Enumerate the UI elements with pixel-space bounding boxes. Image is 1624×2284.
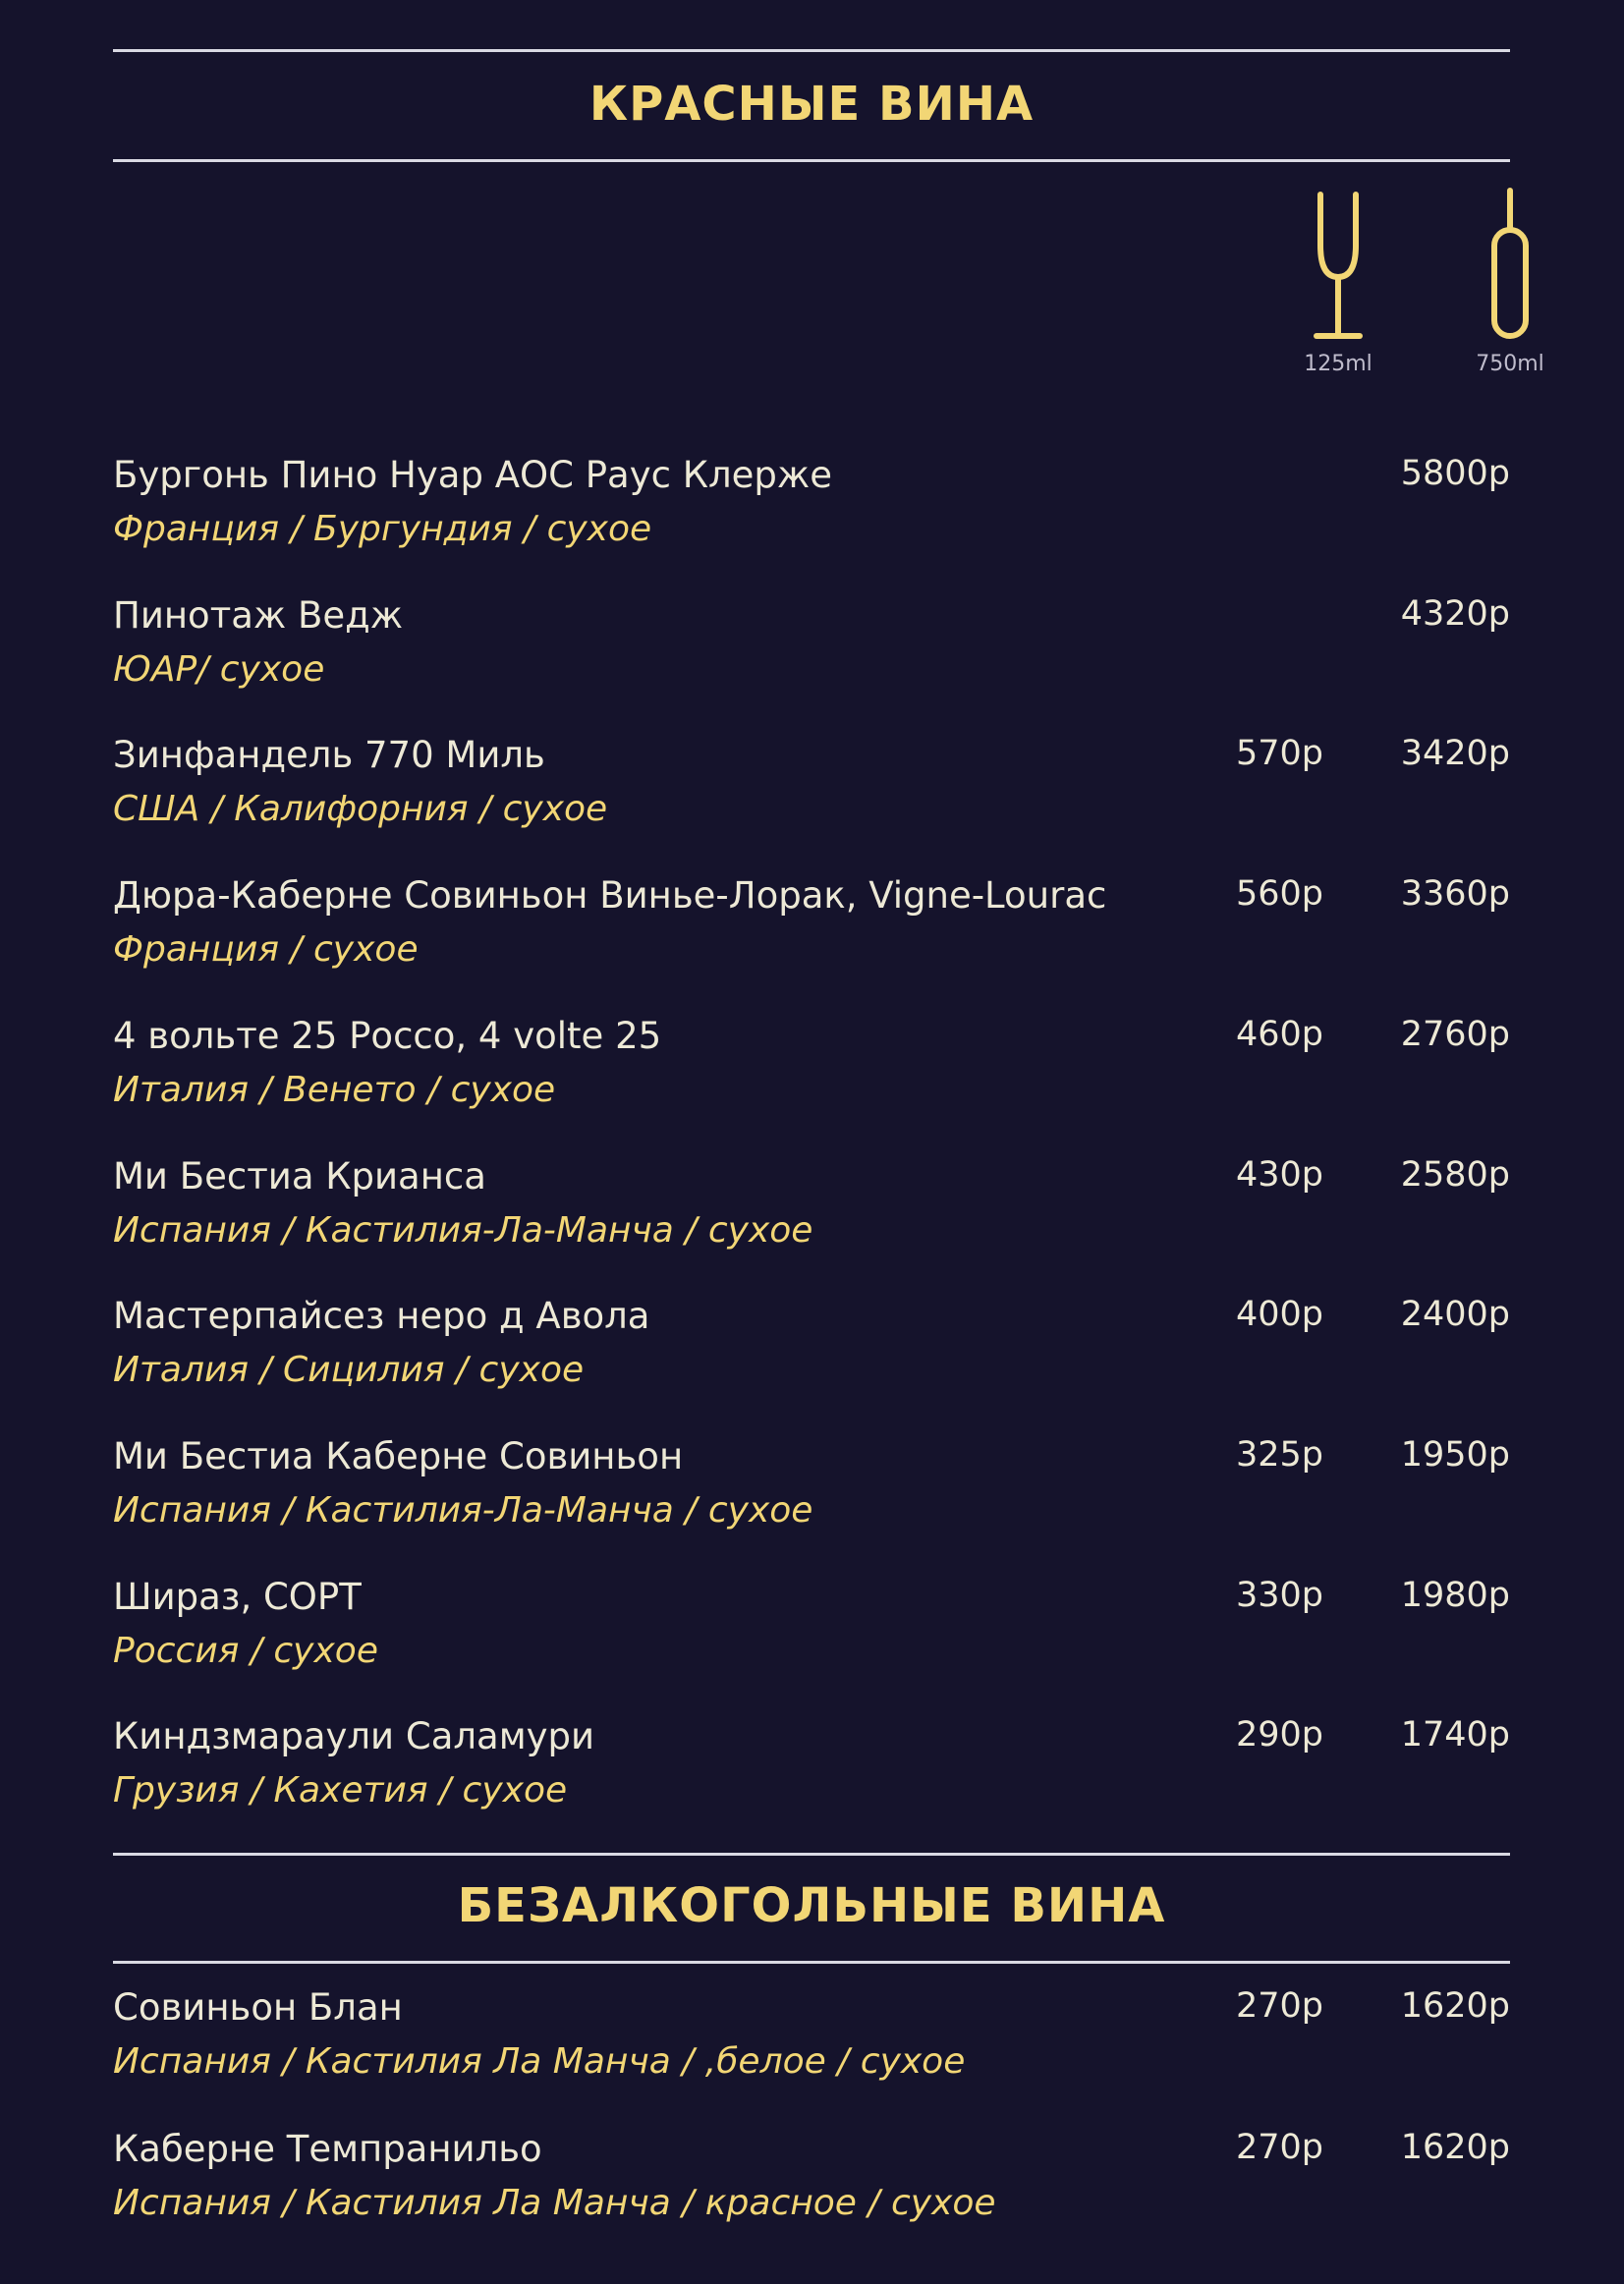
non-alcoholic-wines-title: БЕЗАЛКОГОЛЬНЫЕ ВИНА bbox=[457, 1878, 1166, 1933]
wine-origin: Италия / Венето / сухое bbox=[113, 1069, 556, 1110]
price-glass: 270р bbox=[1235, 1986, 1323, 2026]
wine-name: Киндзмараули Саламури bbox=[113, 1715, 595, 1758]
wine-origin: ЮАР/ сухое bbox=[113, 648, 325, 690]
wine-name: Совиньон Блан bbox=[113, 1986, 403, 2029]
wine-origin: Испания / Кастилия-Ла-Манча / сухое bbox=[113, 1489, 813, 1531]
price-glass: 270р bbox=[1235, 2128, 1323, 2167]
list-item bbox=[113, 1295, 1510, 1413]
wine-name: Ми Бестиа Каберне Совиньон bbox=[113, 1434, 684, 1477]
price-bottle: 2400р bbox=[1400, 1295, 1510, 1335]
price-bottle: 2760р bbox=[1400, 1014, 1510, 1054]
wine-origin: Испания / Кастилия Ла Манча / ,белое / сухое bbox=[113, 2041, 966, 2082]
list-item bbox=[113, 594, 1510, 712]
price-glass: 560р bbox=[1235, 874, 1323, 915]
price-glass: 460р bbox=[1235, 1014, 1323, 1054]
wine-origin: Франция / Бургундия / сухое bbox=[113, 509, 652, 549]
wine-name: Шираз, СОРТ bbox=[113, 1575, 362, 1618]
wine-origin: Италия / Сицилия / сухое bbox=[113, 1350, 585, 1391]
list-item bbox=[113, 2128, 1510, 2246]
price-bottle: 1620р bbox=[1400, 1986, 1510, 2026]
wine-name: Дюра-Каберне Совиньон Винье-Лорак, Vigne-Lourac bbox=[113, 874, 1107, 918]
wine-name: Ми Бестиа Крианса bbox=[113, 1154, 486, 1198]
red-wines-title: КРАСНЫЕ ВИНА bbox=[588, 77, 1035, 132]
price-glass: 290р bbox=[1235, 1715, 1323, 1755]
price-bottle: 1980р bbox=[1400, 1575, 1510, 1615]
price-bottle: 4320р bbox=[1400, 593, 1510, 634]
price-glass: 430р bbox=[1235, 1154, 1323, 1195]
list-item bbox=[113, 734, 1510, 852]
list-item bbox=[113, 1986, 1510, 2104]
bottle-size-label: 750ml bbox=[1476, 352, 1544, 376]
section-top-rule-2 bbox=[113, 1853, 1510, 1856]
section-title-rule-2 bbox=[113, 1961, 1510, 1964]
price-bottle: 3420р bbox=[1400, 734, 1510, 774]
price-bottle: 1950р bbox=[1400, 1434, 1510, 1475]
price-glass: 570р bbox=[1235, 734, 1323, 774]
wine-menu-page bbox=[113, 0, 1544, 2284]
glass-size-header bbox=[1279, 187, 1397, 376]
list-item bbox=[113, 874, 1510, 992]
bottle-size-header bbox=[1451, 187, 1569, 376]
price-glass: 330р bbox=[1235, 1575, 1323, 1615]
glass-size-label: 125ml bbox=[1304, 352, 1372, 376]
wine-origin: Россия / сухое bbox=[113, 1630, 378, 1671]
list-item bbox=[113, 1715, 1510, 1833]
price-glass: 325р bbox=[1235, 1434, 1323, 1475]
wine-name: Пинотаж Ведж bbox=[113, 593, 404, 637]
wine-bottle-icon bbox=[1481, 187, 1540, 344]
price-bottle: 2580р bbox=[1400, 1154, 1510, 1195]
wine-origin: Грузия / Кахетия / сухое bbox=[113, 1770, 568, 1811]
wine-name: Каберне Темпранильо bbox=[113, 2128, 542, 2170]
list-item bbox=[113, 1015, 1510, 1133]
wine-name: Зинфандель 770 Миль bbox=[113, 734, 545, 777]
wine-name: Бургонь Пино Нуар АОС Раус Клерже bbox=[113, 454, 832, 496]
list-item bbox=[113, 1435, 1510, 1553]
list-item bbox=[113, 1576, 1510, 1694]
price-bottle: 1740р bbox=[1400, 1715, 1510, 1755]
wine-origin: Франция / сухое bbox=[113, 929, 419, 971]
list-item bbox=[113, 1155, 1510, 1273]
section-top-rule bbox=[113, 49, 1510, 52]
price-bottle: 1620р bbox=[1400, 2128, 1510, 2167]
wine-name: 4 вольте 25 Россо, 4 volte 25 bbox=[113, 1014, 662, 1057]
wine-origin: Испания / Кастилия-Ла-Манча / сухое bbox=[113, 1209, 813, 1251]
wine-origin: Испания / Кастилия Ла Манча / красное / сухое bbox=[113, 2183, 996, 2223]
price-glass: 400р bbox=[1235, 1295, 1323, 1335]
price-bottle: 3360р bbox=[1400, 874, 1510, 915]
section-title-rule bbox=[113, 159, 1510, 162]
wine-glass-icon bbox=[1309, 187, 1368, 344]
price-bottle: 5800р bbox=[1400, 454, 1510, 493]
wine-name: Мастерпайсез неро д Авола bbox=[113, 1295, 650, 1338]
wine-origin: США / Калифорния / сухое bbox=[113, 789, 608, 830]
list-item bbox=[113, 454, 1510, 572]
